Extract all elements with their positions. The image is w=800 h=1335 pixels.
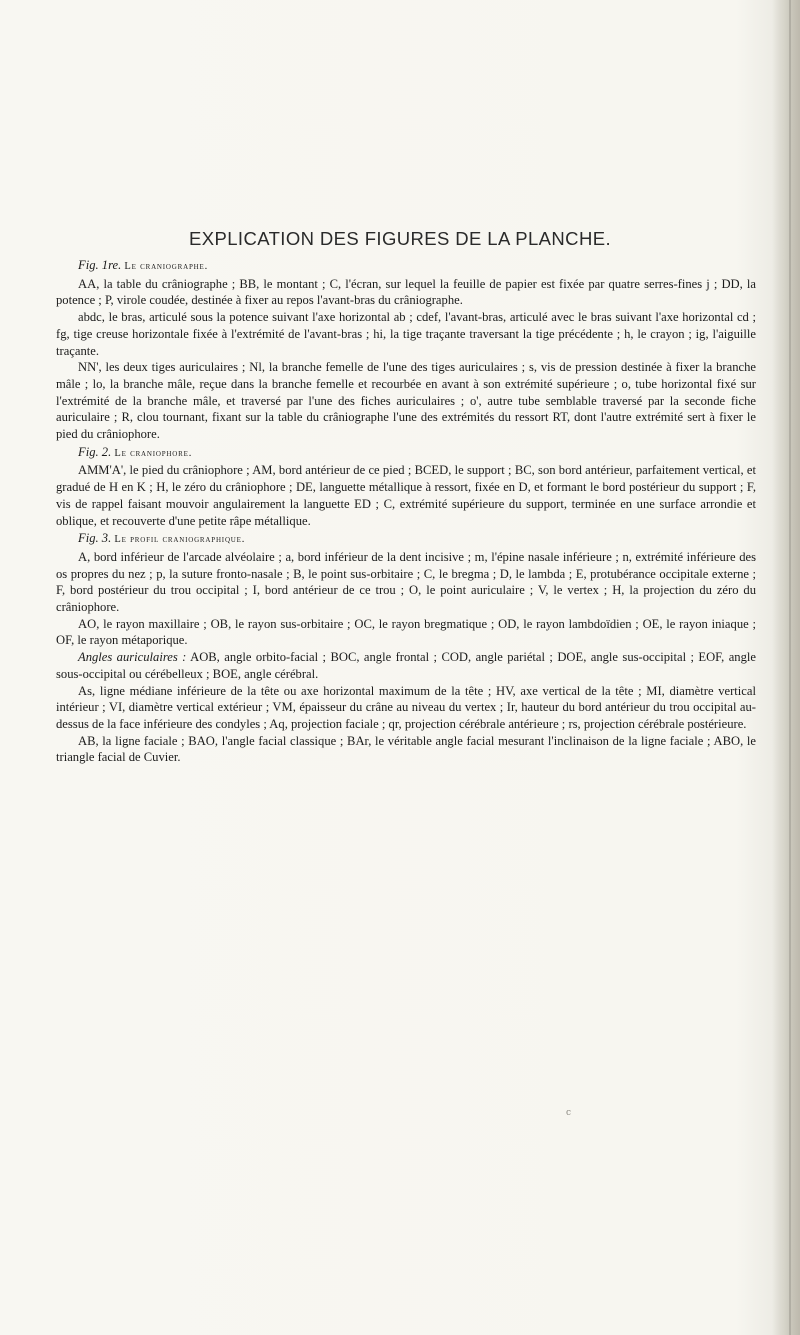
fig-2-caption: Fig. 2. Le craniophore.: [78, 444, 193, 459]
page-edge-shadow: [772, 0, 800, 1335]
fig-3-angles-paragraph: Angles auriculaires : AOB, angle orbito-facial ; BOC, angle frontal ; COD, angle pariétal ; DOE, angle sus-occipital ; EOF, angle sous-occipital ou cérébelleux ; BOE, angle cérébral.: [56, 650, 756, 681]
fig-2-paragraph-1: AMM'A', le pied du crâniophore ; AM, bord antérieur de ce pied ; BCED, le support ; BC, son bord antérieur, parfaitement vertical, et gradué de H en K ; H, le zéro du crâniophore ; DE, languette métallique à ressort, fixée en D, et formant le bord postérieur du support ; F, vis de rappel faisant mouvoir angulairement la languette ED ; C, extrémité supérieure du support, terminée en une surface arrondie et oblique, et recouverte d'une petite râpe métallique.: [56, 463, 756, 528]
fig-3-paragraph-4: As, ligne médiane inférieure de la tête ou axe horizontal maximum de la tête ; HV, axe vertical de la tête ; MI, diamètre vertical intérieur ; VI, diamètre vertical extérieur ; VM, épaisseur du crâne au niveau du vertex ; Ir, hauteur du bord antérieur du trou occipital au-dessus de la face inférieure des condyles ; Aq, projection faciale ; qr, projection cérébrale antérieure ; rs, projection cérébrale postérieure.: [56, 683, 756, 731]
page-title: EXPLICATION DES FIGURES DE LA PLANCHE.: [189, 228, 611, 249]
fig-3-paragraph-2: AO, le rayon maxillaire ; OB, le rayon sus-orbitaire ; OC, le rayon bregmatique ; OD, le rayon lambdoïdien ; OE, le rayon iniaque ; OF, le rayon métaporique.: [56, 616, 756, 648]
explanation-body: [56, 256, 756, 766]
fig-3-paragraph-5: AB, la ligne faciale ; BAO, l'angle facial classique ; BAr, le véritable angle facial mesurant l'inclinaison de la ligne faciale ; ABO, le triangle facial de Cuvier.: [56, 733, 756, 765]
fig-3-caption: Fig. 3. Le profil craniographique.: [78, 531, 246, 546]
page-mark: c: [566, 1108, 572, 1118]
fig-1-paragraph-2: abdc, le bras, articulé sous la potence suivant l'axe horizontal ab ; cdef, l'avant-bras, articulé avec le bras suivant l'axe horizontal cd ; fg, tige creuse horizontale fixée à l'extrémité de l'avant-bras ; hi, la tige traçante traversant la tige précédente ; h, le crayon ; ig, l'aiguille traçante.: [56, 310, 756, 358]
fig-1-caption: Fig. 1re. Le craniographe.: [78, 258, 208, 272]
fig-1-paragraph-1: AA, la table du crâniographe ; BB, le montant ; C, l'écran, sur lequel la feuille de papier est fixée par quatre serres-fines j ; DD, la potence ; P, virole coudée, destinée à fixer au repos l'avant-bras du crâniographe.: [56, 276, 756, 308]
page-edge-line: [789, 0, 791, 1335]
fig-1-paragraph-3: NN', les deux tiges auriculaires ; Nl, la branche femelle de l'une des tiges auriculaires ; s, vis de pression destinée à fixer la branche mâle ; lo, la branche mâle, reçue dans la branche femelle et recourbée en avant à son extrémité supérieure ; o, tube horizontal fixé sur l'extrémité de la branche mâle, et traversé par l'une des fiches auriculaires ; o', autre tube semblable traversé par la seconde fiche auriculaire ; R, clou tournant, fixant sur la table du crâniographe l'une des extrémités du ressort RT, dont l'autre extrémité sert à fixer le pied du crâniophore.: [56, 360, 756, 442]
fig-3-paragraph-1: A, bord inférieur de l'arcade alvéolaire ; a, bord inférieur de la dent incisive ; m, l'épine nasale inférieure ; n, extrémité inférieure des os propres du nez ; p, la suture fronto-nasale ; B, le point sus-orbitaire ; C, le bregma ; D, le lambda ; E, protubérance occipitale externe ; F, bord postérieur du trou occipital ; I, bord antérieur de ce trou ; O, le point auriculaire ; V, le vertex ; H, la projection du zéro du crâniophore.: [56, 549, 756, 615]
